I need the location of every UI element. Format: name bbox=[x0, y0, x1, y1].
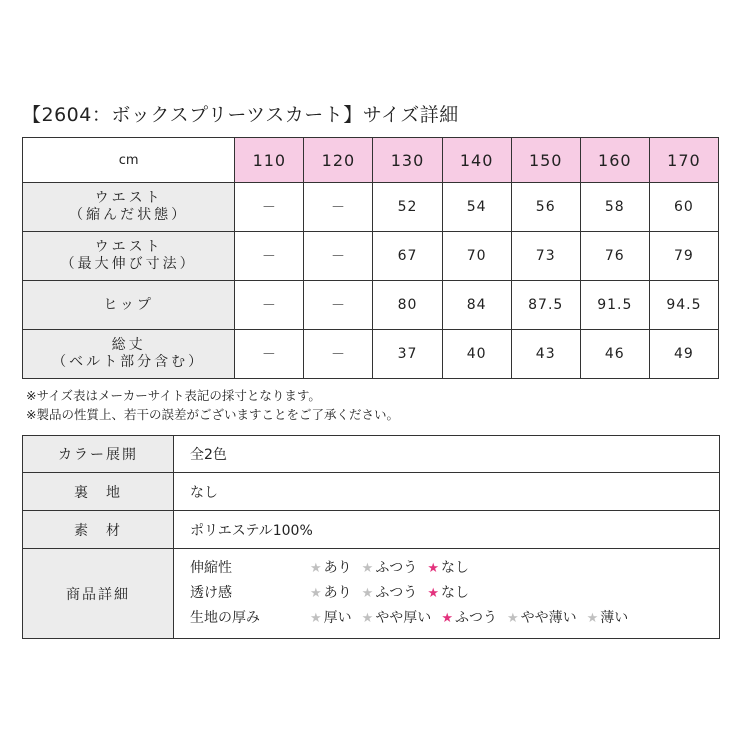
table-row bbox=[23, 232, 719, 281]
detail-option-label: やや薄い bbox=[520, 610, 577, 626]
table-cell: 46 bbox=[580, 330, 649, 379]
detail-option-label: ふつう bbox=[454, 610, 497, 626]
row-label-main: ウエスト bbox=[94, 190, 163, 206]
table-cell: － bbox=[235, 330, 304, 379]
table-cell: 76 bbox=[580, 232, 649, 281]
table-cell: 67 bbox=[373, 232, 442, 281]
info-row-lining bbox=[23, 473, 720, 511]
table-row bbox=[23, 183, 719, 232]
size-130: 130 bbox=[373, 138, 442, 183]
detail-option-label: ふつう bbox=[375, 585, 418, 601]
table-cell: 70 bbox=[442, 232, 511, 281]
table-cell: 40 bbox=[442, 330, 511, 379]
page-title: 【2604：ボックスプリーツスカート】サイズ詳細 bbox=[22, 104, 459, 126]
table-cell: － bbox=[304, 330, 373, 379]
detail-option bbox=[507, 606, 577, 631]
table-cell: 43 bbox=[511, 330, 580, 379]
detail-label: 商品詳細 bbox=[23, 549, 174, 639]
table-cell: 94.5 bbox=[649, 281, 718, 330]
table-cell: － bbox=[304, 232, 373, 281]
lining-label: 裏 地 bbox=[23, 473, 174, 511]
star-icon: ★ bbox=[427, 586, 439, 601]
row-label-main: ウエスト bbox=[94, 239, 163, 255]
detail-line bbox=[190, 556, 719, 581]
row-label-sub: （最大伸び寸法） bbox=[60, 256, 197, 272]
table-cell: 87.5 bbox=[511, 281, 580, 330]
detail-option bbox=[427, 556, 469, 581]
row-label-waist-relaxed bbox=[23, 183, 235, 232]
row-label-main: 総丈 bbox=[111, 337, 146, 353]
table-cell: 60 bbox=[649, 183, 718, 232]
product-info-table bbox=[22, 435, 720, 639]
table-row bbox=[23, 281, 719, 330]
table-cell: 56 bbox=[511, 183, 580, 232]
size-160: 160 bbox=[580, 138, 649, 183]
detail-option bbox=[362, 556, 418, 581]
table-cell: 80 bbox=[373, 281, 442, 330]
size-header-row bbox=[23, 138, 719, 183]
table-cell: － bbox=[304, 281, 373, 330]
detail-option-label: ふつう bbox=[375, 560, 418, 576]
detail-line bbox=[190, 581, 719, 606]
detail-option bbox=[362, 581, 418, 606]
detail-option bbox=[441, 606, 497, 631]
color-label: カラー展開 bbox=[23, 436, 174, 473]
note-measurement: ※サイズ表はメーカーサイト表記の採寸となります。 bbox=[26, 388, 321, 403]
row-label-hip bbox=[23, 281, 235, 330]
detail-option-label: 薄い bbox=[600, 610, 629, 626]
info-row-details bbox=[23, 549, 720, 639]
size-170: 170 bbox=[649, 138, 718, 183]
row-label-sub: （ベルト部分含む） bbox=[52, 354, 206, 370]
table-cell: 52 bbox=[373, 183, 442, 232]
star-icon: ★ bbox=[361, 586, 374, 601]
row-label-main: ヒップ bbox=[103, 296, 154, 313]
star-icon: ★ bbox=[310, 561, 322, 576]
size-110: 110 bbox=[235, 138, 304, 183]
table-row bbox=[23, 330, 719, 379]
size-120: 120 bbox=[304, 138, 373, 183]
detail-value bbox=[174, 549, 720, 639]
table-cell: 37 bbox=[373, 330, 442, 379]
star-icon: ★ bbox=[506, 611, 519, 626]
star-icon: ★ bbox=[427, 561, 439, 576]
detail-option-label: なし bbox=[440, 560, 469, 576]
table-cell: － bbox=[304, 183, 373, 232]
table-cell: 84 bbox=[442, 281, 511, 330]
material-value: ポリエステル100% bbox=[174, 511, 720, 549]
detail-option-label: あり bbox=[323, 585, 352, 601]
star-icon: ★ bbox=[310, 611, 322, 626]
star-icon: ★ bbox=[361, 611, 374, 626]
note-tolerance: ※製品の性質上、若干の誤差がございますことをご了承ください。 bbox=[26, 407, 399, 422]
size-140: 140 bbox=[442, 138, 511, 183]
size-table bbox=[22, 137, 719, 379]
detail-name: 伸縮性 bbox=[190, 560, 232, 576]
detail-line bbox=[190, 606, 719, 631]
detail-option-label: なし bbox=[440, 585, 469, 601]
color-value: 全2色 bbox=[174, 436, 720, 473]
detail-option bbox=[427, 581, 469, 606]
row-label-length bbox=[23, 330, 235, 379]
detail-option-label: やや厚い bbox=[375, 610, 432, 626]
detail-name: 透け感 bbox=[190, 585, 232, 601]
material-label: 素 材 bbox=[23, 511, 174, 549]
table-cell: 79 bbox=[649, 232, 718, 281]
info-row-material bbox=[23, 511, 720, 549]
row-label-sub: （縮んだ状態） bbox=[69, 207, 189, 223]
table-cell: 91.5 bbox=[580, 281, 649, 330]
detail-name: 生地の厚み bbox=[190, 610, 260, 626]
unit-label: cm bbox=[23, 138, 235, 183]
size-150: 150 bbox=[511, 138, 580, 183]
table-cell: － bbox=[235, 232, 304, 281]
table-cell: 73 bbox=[511, 232, 580, 281]
table-cell: － bbox=[235, 281, 304, 330]
detail-option-label: 厚い bbox=[323, 610, 352, 626]
detail-option-label: あり bbox=[323, 560, 352, 576]
detail-option bbox=[310, 606, 352, 631]
notes bbox=[26, 386, 399, 424]
detail-option bbox=[362, 606, 432, 631]
star-icon: ★ bbox=[586, 611, 599, 626]
table-cell: － bbox=[235, 183, 304, 232]
detail-option bbox=[310, 581, 352, 606]
star-icon: ★ bbox=[310, 586, 322, 601]
detail-option bbox=[310, 556, 352, 581]
detail-list bbox=[190, 556, 719, 631]
info-row-color bbox=[23, 436, 720, 473]
table-cell: 49 bbox=[649, 330, 718, 379]
star-icon: ★ bbox=[361, 561, 374, 576]
lining-value: なし bbox=[174, 473, 720, 511]
row-label-waist-stretched bbox=[23, 232, 235, 281]
star-icon: ★ bbox=[441, 611, 453, 626]
table-cell: 58 bbox=[580, 183, 649, 232]
table-cell: 54 bbox=[442, 183, 511, 232]
detail-option bbox=[587, 606, 629, 631]
